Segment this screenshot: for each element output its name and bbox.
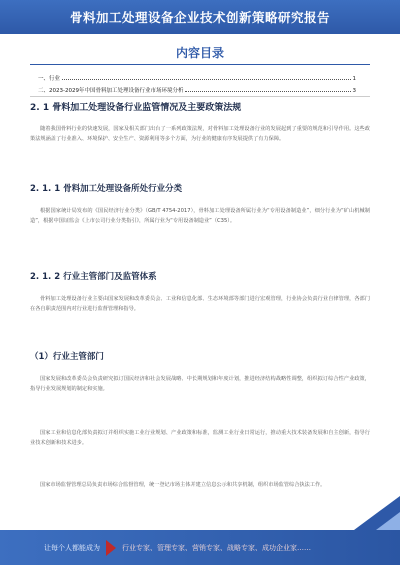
footer-banner <box>0 530 400 565</box>
subsection-heading: （1）行业主管部门 <box>30 352 104 362</box>
toc-entry[interactable] <box>38 84 356 94</box>
toc-entry-label: 二、2023-2029年中国骨料加工处理设备行业市场环境分析 <box>38 88 184 94</box>
footer-tagline: 行业专家、管理专家、营销专家、战略专家、成功企业家…… <box>122 543 311 552</box>
body-paragraph: 国家发展和改革委员会负责研究拟订国民经济和社会发展战略、中长期规划和年度计划，推进经济结构战略性调整，组织拟订综合性产业政策，指导行业发展规划的制定和实施。 <box>30 376 370 392</box>
toc-entry-page: 3 <box>352 88 356 94</box>
footer-slogan: 让每个人都能成为 <box>44 543 100 552</box>
toc-title: 内容目录 <box>175 46 224 60</box>
toc-leader-dots <box>62 79 350 80</box>
arrow-right-icon <box>106 540 116 556</box>
toc-bottom-divider <box>30 96 370 97</box>
subsection-heading: 2. 1. 2 行业主管部门及监管体系 <box>30 272 157 282</box>
corner-decoration-accent <box>376 512 400 530</box>
subsection-heading: 2. 1. 1 骨料加工处理设备所处行业分类 <box>30 184 183 194</box>
toc-divider <box>30 64 370 65</box>
toc-entry-page: 1 <box>352 76 356 82</box>
section-heading: 2. 1 骨料加工处理设备行业监管情况及主要政策法规 <box>30 103 242 113</box>
toc-entry[interactable] <box>38 72 356 82</box>
body-paragraph: 骨料加工处理设备行业主要由国家发展和改革委员会、工业和信息化部、生态环境部等部门进行宏观管理，行业协会负责行业自律管理，各部门在各自职责范围内对行业进行监督管理和指导。 <box>30 296 370 312</box>
report-header <box>0 0 400 34</box>
body-paragraph: 随着我国骨料行业的快速发展，国家及相关部门出台了一系列政策法规，对骨料加工处理设备行业的发展起到了重要的规范和引导作用。这些政策法规涵盖了行业准入、环境保护、安全生产、资源利用等多个方面，为行业的健康有序发展提供了有力保障。 <box>30 126 370 142</box>
body-paragraph: 国家工业和信息化部负责拟订并组织实施工业行业规划、产业政策和标准，监测工业行业日常运行，推动重大技术装备发展和自主创新，指导行业技术创新和技术进步。 <box>30 430 370 446</box>
toc-leader-dots <box>185 91 350 92</box>
body-paragraph: 国家市场监督管理总局负责市场综合监督管理，统一登记市场主体并建立信息公示和共享机制，组织市场监管综合执法工作。 <box>40 482 326 488</box>
report-title: 骨料加工处理设备企业技术创新策略研究报告 <box>69 10 330 25</box>
body-paragraph: 根据国家统计局发布的《国民经济行业分类》（GB/T 4754-2017），骨料加工处理设备所属行业为“专用设备制造业”，细分行业为“矿山机械制造”，根据中国证监会《上市公司行业分类指引》，所属行业为“专用设备制造业”（C35）。 <box>30 208 370 224</box>
toc-entry-label: 一、行业 <box>38 76 61 82</box>
